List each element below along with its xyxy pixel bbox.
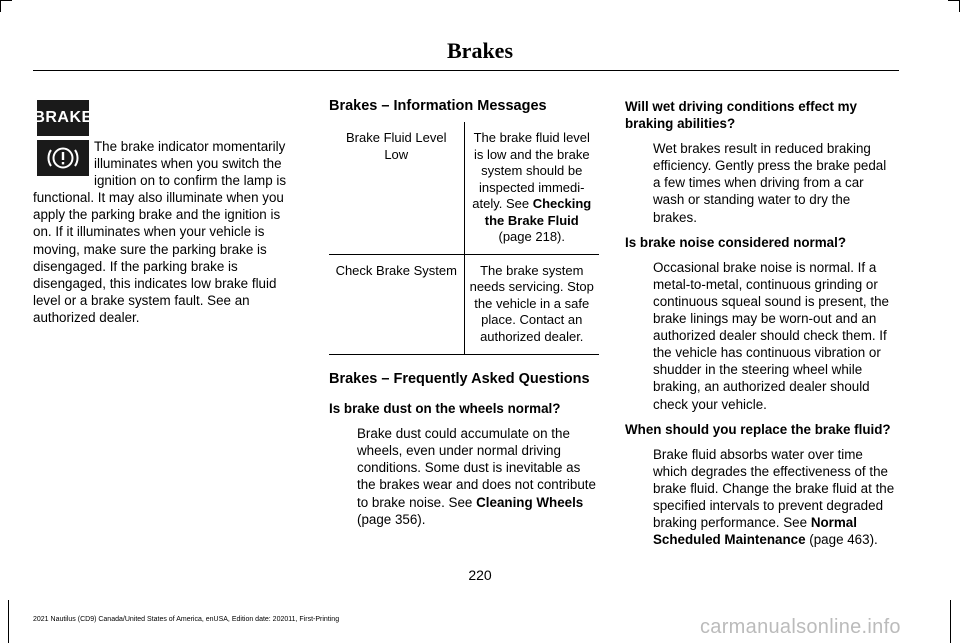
table-cell-message: Brake Fluid Level Low	[329, 122, 464, 254]
faq-continued	[625, 98, 897, 548]
answer-page: (page 356).	[357, 511, 426, 527]
faq-question: When should you replace the brake fluid?	[625, 421, 891, 437]
crop-mark	[0, 0, 1, 12]
faq-answer: Wet brakes result in reduced braking efficiency. Gently press the brake pedal a few times when driving from a car wash or standing water to dry the brakes.	[653, 141, 887, 225]
info-messages-section	[329, 98, 601, 115]
faq-answer: Occasional brake noise is normal. If a metal-to-metal, continuous grinding or continuous squeal sound is present, the brake linings may be worn-out and an authorized dealer should check them. If the vehicle has continuous vibration or shudder in the steering wheel while braking, an authorized dealer should check your vehicle.	[653, 259, 889, 412]
info-messages-table	[329, 122, 599, 355]
crop-mark	[0, 0, 12, 1]
icon-spacer	[33, 138, 94, 189]
table-cell-action	[464, 254, 599, 354]
table-cell-message: Check Brake System	[329, 254, 464, 354]
action-text: The brake system needs servicing. Stop the vehicle in a safe place. Contact an authorized dealer.	[469, 262, 594, 344]
faq-answer	[329, 425, 601, 528]
table-cell-action	[464, 122, 599, 254]
faq-question: Is brake dust on the wheels normal?	[329, 401, 561, 417]
brake-text-icon: BRAKE	[37, 100, 89, 136]
faq-answer	[625, 446, 897, 549]
table-row	[329, 122, 599, 254]
table-row	[329, 254, 599, 354]
cross-reference-link[interactable]: Normal Scheduled Maintenance	[653, 515, 857, 548]
header-divider	[33, 70, 899, 71]
crop-mark	[948, 0, 960, 1]
answer-page: (page 463).	[805, 532, 878, 548]
page-number: 220	[468, 567, 492, 583]
brake-indicator-description	[33, 138, 301, 326]
action-text: The brake fluid level is low and the brake system should be inspected immedi-ately. See	[472, 130, 590, 211]
crop-mark	[950, 600, 951, 643]
faq-section	[329, 371, 601, 528]
section-heading: Brakes – Frequently Asked Questions	[329, 371, 590, 387]
faq-question: Will wet driving conditions effect my braking abilities?	[625, 99, 858, 132]
action-text-page: (page 218).	[498, 229, 565, 244]
faq-question: Is brake noise considered normal?	[625, 234, 847, 250]
page-title: Brakes	[447, 38, 513, 63]
section-heading: Brakes – Information Messages	[329, 98, 547, 114]
cross-reference-link[interactable]: Cleaning Wheels	[476, 494, 584, 510]
footer-edition: 2021 Nautilus (CD9) Canada/United States of America, enUSA, Edition date: 202011, First-Printing	[33, 616, 340, 623]
indicator-text: The brake indicator momentarily illuminates when you switch the ignition on to confirm the lamp is functional. It may also illuminate when you apply the parking brake and the ignition is on. If it illuminates when your vehicle is moving, make sure the parking brake is disengaged. If the parking brake is disengaged, this indicates low brake fluid level or a brake system fault. See an authorized dealer.	[33, 139, 287, 325]
watermark: carmanualsonline.info	[700, 616, 901, 638]
crop-mark	[8, 600, 9, 643]
cross-reference-link[interactable]: Checking the Brake Fluid	[484, 196, 592, 228]
answer-text: Brake fluid absorbs water over time which degrades the effectiveness of the brake fluid. Change the brake fluid at the specified intervals to prevent degraded braking performance. See	[653, 446, 895, 531]
answer-text: Brake dust could accumulate on the wheels, even under normal driving conditions. Some dust is inevitable as the brakes wear and does not contribute to brake noise. See	[357, 426, 596, 510]
